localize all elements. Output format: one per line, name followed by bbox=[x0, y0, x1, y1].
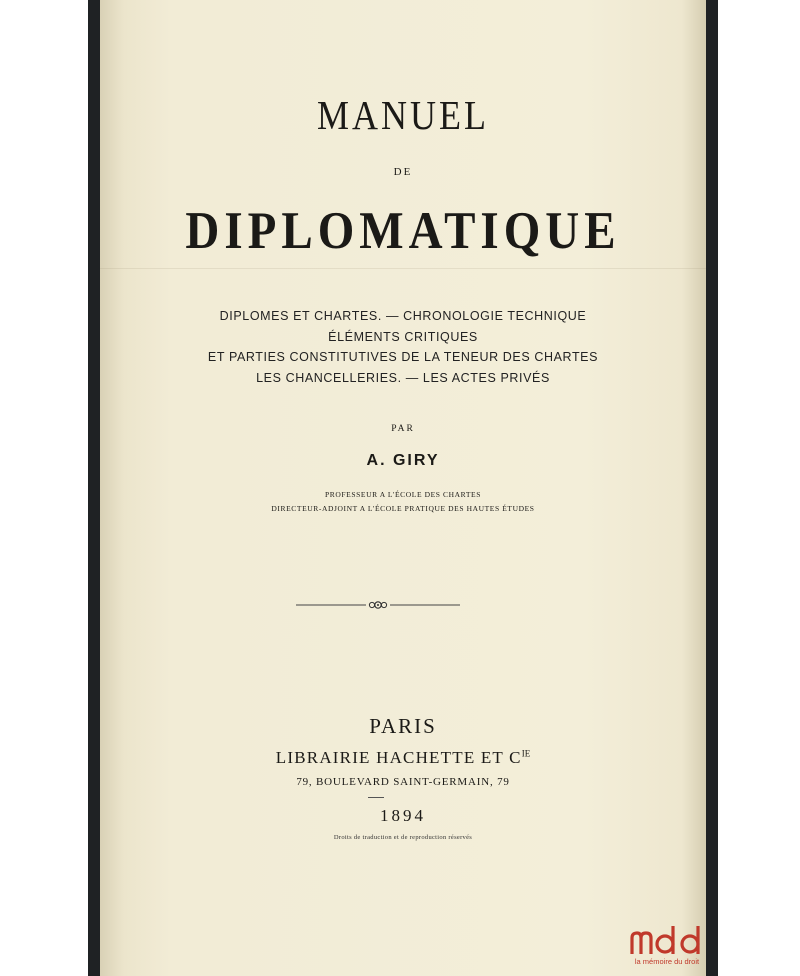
imprint-publisher bbox=[100, 748, 706, 768]
subtitle-line: ÉLÉMENTS CRITIQUES bbox=[328, 329, 478, 344]
watermark-logo bbox=[630, 924, 706, 970]
publisher-name: LIBRAIRIE HACHETTE ET C bbox=[275, 748, 522, 767]
mdd-logo-icon bbox=[630, 924, 706, 956]
subtitle-line: LES CHANCELLERIES. — LES ACTES PRIVÉS bbox=[256, 370, 550, 385]
imprint-address: 79, BOULEVARD SAINT-GERMAIN, 79 bbox=[296, 776, 510, 788]
subtitle-line: ET PARTIES CONSTITUTIVES DE LA TENEUR DES CHARTES bbox=[207, 350, 599, 364]
title-page bbox=[100, 0, 706, 976]
fleuron-ornament bbox=[296, 598, 460, 612]
publication-year: 1894 bbox=[380, 806, 426, 825]
by-label: PAR bbox=[391, 424, 415, 434]
subtitle-block bbox=[100, 306, 706, 388]
rights-notice: Droits de traduction et de reproduction réservés bbox=[333, 834, 473, 841]
short-rule bbox=[368, 797, 384, 798]
imprint-city: PARIS bbox=[369, 714, 437, 738]
subtitle-line: DIPLOMES ET CHARTES. — CHRONOLOGIE TECHNIQUE bbox=[219, 309, 587, 323]
author-credentials bbox=[100, 488, 706, 516]
credential-line: DIRECTEUR-ADJOINT A L'ÉCOLE PRATIQUE DES HAUTES ÉTUDES bbox=[271, 504, 535, 513]
watermark-tagline: la mémoire du droit bbox=[634, 957, 700, 966]
author-name: A. GIRY bbox=[366, 452, 440, 469]
title-de: DE bbox=[393, 166, 413, 178]
publisher-superscript: IE bbox=[521, 748, 531, 759]
credential-line: PROFESSEUR A L'ÉCOLE DES CHARTES bbox=[325, 490, 481, 499]
main-title: DIPLOMATIQUE bbox=[185, 201, 621, 261]
title-manuel: MANUEL bbox=[317, 92, 489, 138]
